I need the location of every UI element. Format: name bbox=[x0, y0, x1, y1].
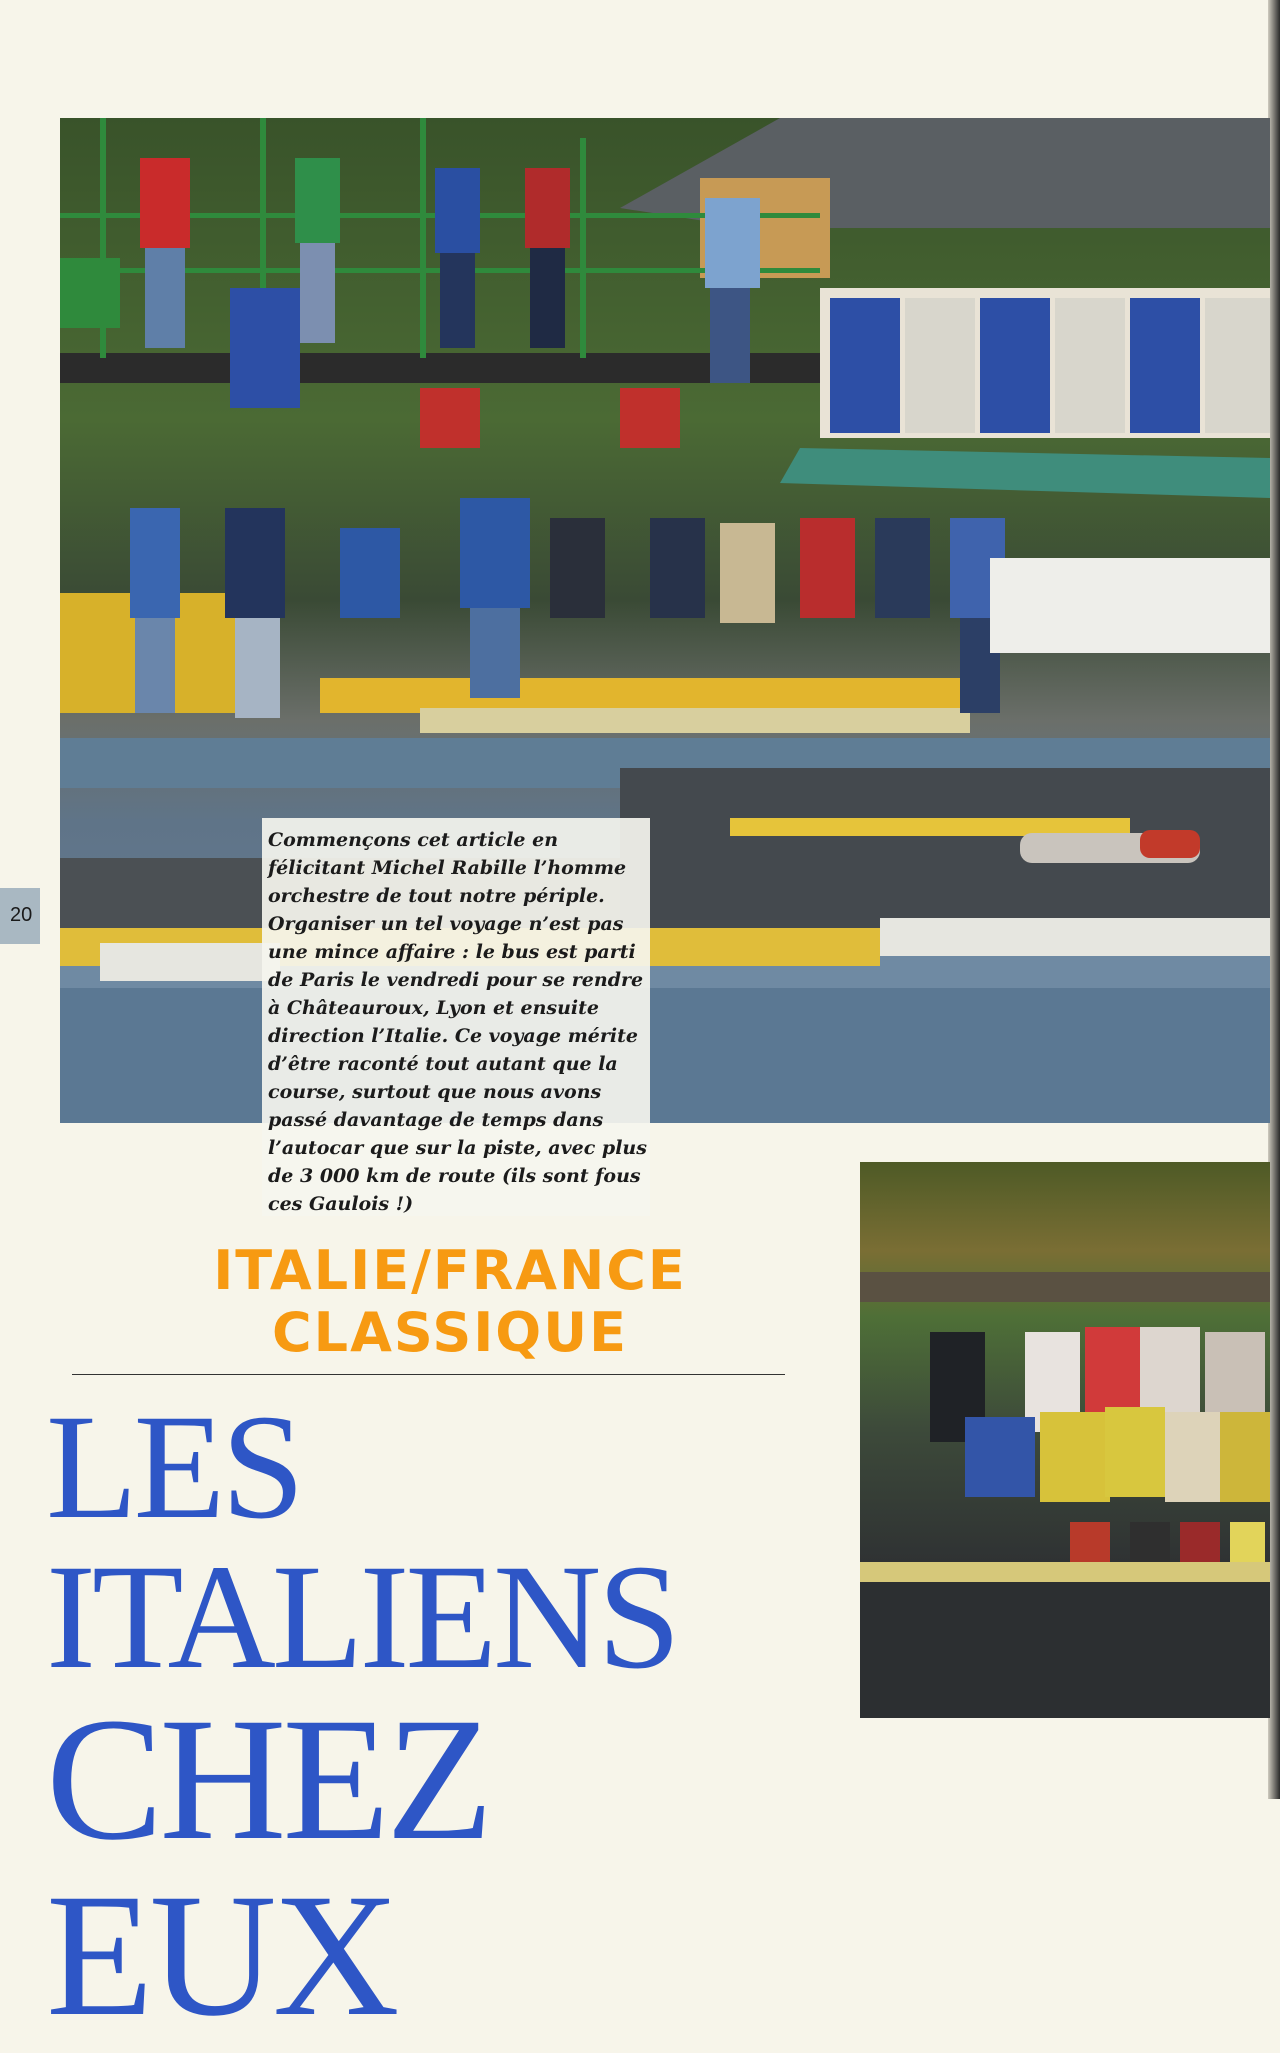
photo-drivers-rostrum bbox=[60, 118, 1270, 1123]
page-number: 20 bbox=[10, 904, 33, 926]
kicker-heading bbox=[80, 1240, 820, 1364]
heading-divider bbox=[72, 1374, 785, 1375]
intro-paragraph-block bbox=[268, 826, 648, 1218]
headline-line-2: CHEZ EUX bbox=[46, 1682, 490, 2053]
kicker-line-1: ITALIE/FRANCE bbox=[213, 1239, 687, 1302]
headline-line-1: LES ITALIENS bbox=[46, 1384, 677, 1700]
intro-paragraph: Commençons cet article en félicitant Michel Rabille l’homme orchestre de tout notre périple. Organiser un tel voyage n’est pas une mince affaire : le bus est parti de Paris le vendredi pour se rendre à Châteauroux, Lyon et ensuite direction l’Italie. Ce voyage mérite d’être raconté tout autant que la course, surtout que nous avons passé davantage de temps dans l’autocar que sur la piste, avec plus de 3 000 km de route (ils sont fous ces Gaulois !) bbox=[268, 829, 647, 1215]
main-headline bbox=[46, 1384, 866, 2053]
photo-team-group bbox=[860, 1162, 1270, 1718]
kicker-line-2: CLASSIQUE bbox=[272, 1301, 628, 1364]
